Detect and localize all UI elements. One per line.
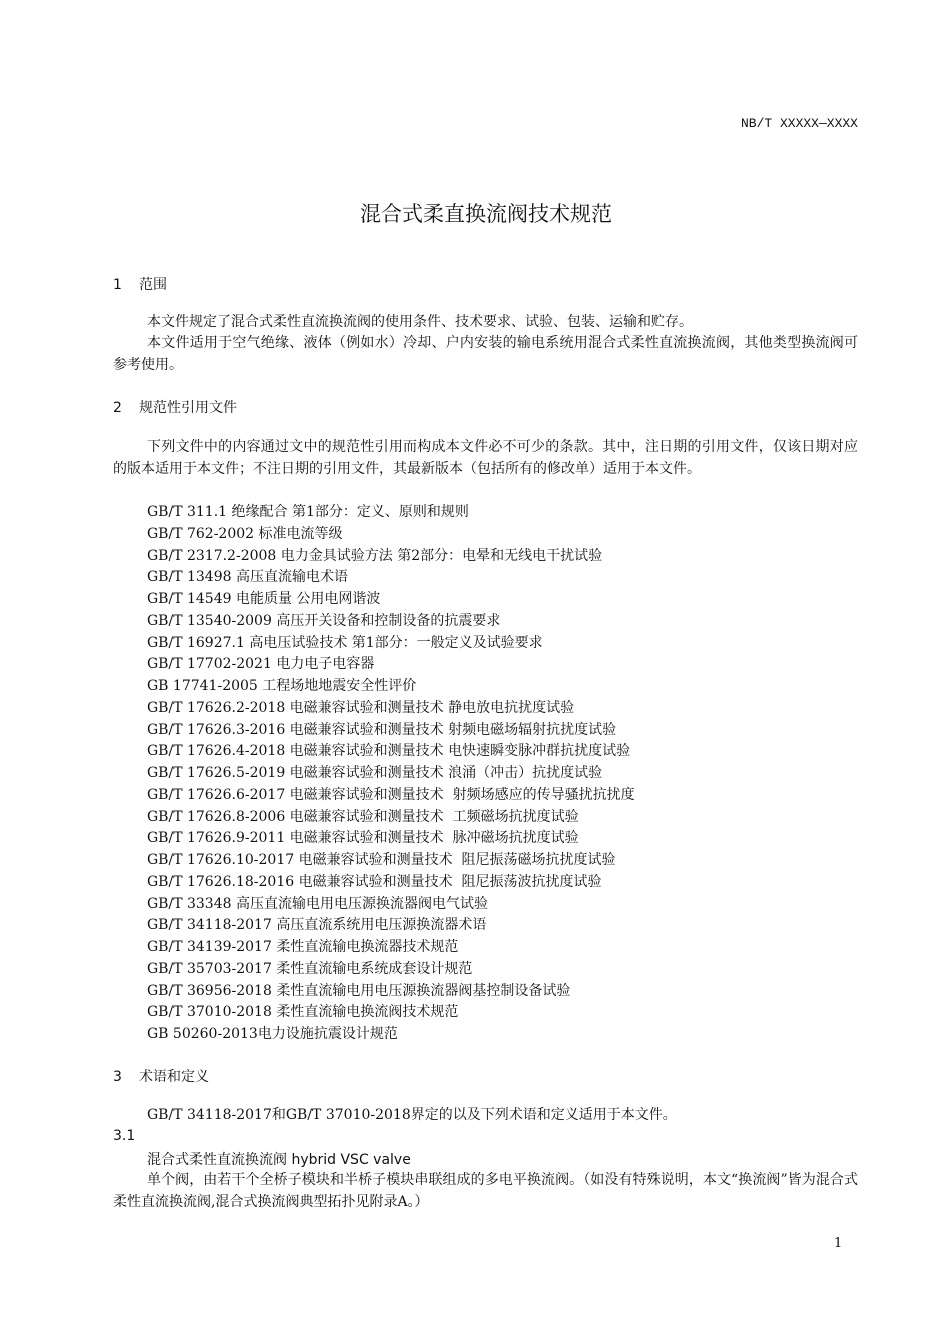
- references-intro: 下列文件中的内容通过文中的规范性引用而构成本文件必不可少的条款。其中，注日期的引用文件，仅该日期对应的版本适用于本文件；不注日期的引用文件，其最新版本（包括所有的修改单）适用于本文件。: [113, 439, 858, 477]
- reference-item: GB/T 311.1 绝缘配合 第1部分：定义、原则和规则: [147, 504, 469, 520]
- section-heading-references: [113, 397, 237, 417]
- reference-item: GB/T 16927.1 高电压试验技术 第1部分：一般定义及试验要求: [147, 634, 543, 651]
- section-number: 2: [113, 400, 122, 416]
- scope-paragraph: 本文件适用于空气绝缘、液体（例如水）冷却、户内安装的输电系统用混合式柔性直流换流阀，其他类型换流阀可参考使用。: [113, 335, 858, 373]
- section-title: 术语和定义: [139, 1069, 209, 1085]
- reference-item: GB/T 17626.3-2016 电磁兼容试验和测量技术 射频电磁场辐射抗扰度试验: [147, 721, 617, 738]
- reference-item: GB/T 33348 高压直流输电用电压源换流器阀电气试验: [147, 895, 488, 912]
- reference-item: GB/T 34139-2017 柔性直流输电换流器技术规范: [147, 939, 459, 955]
- term-number: 3.1: [113, 1128, 136, 1144]
- reference-item: GB/T 17626.6-2017 电磁兼容试验和测量技术 射频场感应的传导骚扰抗扰度: [147, 786, 635, 803]
- document-title: 混合式柔直换流阀技术规范: [360, 202, 612, 226]
- reference-item: GB/T 17626.8-2006 电磁兼容试验和测量技术 工频磁场抗扰度试验: [147, 808, 579, 825]
- section-number: 3: [113, 1069, 122, 1085]
- reference-item: GB/T 17626.5-2019 电磁兼容试验和测量技术 浪涌（冲击）抗扰度试验: [147, 765, 603, 781]
- terms-intro: GB/T 34118-2017和GB/T 37010-2018界定的以及下列术语和定义适用于本文件。: [147, 1107, 677, 1123]
- section-title: 范围: [139, 277, 167, 293]
- section-heading-terms: [113, 1066, 209, 1086]
- reference-item: GB/T 13498 高压直流输电术语: [147, 569, 348, 586]
- reference-item: GB/T 37010-2018 柔性直流输电换流阀技术规范: [147, 1004, 459, 1021]
- section-title: 规范性引用文件: [139, 400, 237, 416]
- reference-item: GB 17741-2005 工程场地地震安全性评价: [147, 678, 417, 694]
- reference-item: GB/T 17626.4-2018 电磁兼容试验和测量技术 电快速瞬变脉冲群抗扰度试验: [147, 743, 631, 760]
- scope-paragraph: 本文件规定了混合式柔性直流换流阀的使用条件、技术要求、试验、包装、运输和贮存。: [147, 314, 693, 330]
- section-heading-scope: [113, 274, 167, 294]
- reference-item: GB/T 17626.9-2011 电磁兼容试验和测量技术 脉冲磁场抗扰度试验: [147, 830, 579, 847]
- reference-item: GB/T 17702-2021 电力电子电容器: [147, 656, 375, 673]
- reference-list: [147, 502, 635, 1046]
- term-definition: 单个阀，由若干个全桥子模块和半桥子模块串联组成的多电平换流阀。（如没有特殊说明，本文“换流阀”皆为混合式柔性直流换流阀,混合式换流阀典型拓扑见附录A。）: [113, 1172, 858, 1210]
- reference-item: GB 50260-2013电力设施抗震设计规范: [147, 1026, 398, 1042]
- reference-item: GB/T 14549 电能质量 公用电网谐波: [147, 591, 381, 607]
- page-number: 1: [834, 1236, 843, 1251]
- reference-item: GB/T 13540-2009 高压开关设备和控制设备的抗震要求: [147, 612, 501, 629]
- term-name: 混合式柔性直流换流阀 hybrid VSC valve: [147, 1152, 411, 1168]
- reference-item: GB/T 762-2002 标准电流等级: [147, 525, 343, 542]
- document-number: NB/T XXXXX—XXXX: [740, 116, 858, 131]
- reference-item: GB/T 17626.18-2016 电磁兼容试验和测量技术 阻尼振荡波抗扰度试验: [147, 873, 602, 890]
- reference-item: GB/T 17626.2-2018 电磁兼容试验和测量技术 静电放电抗扰度试验: [147, 699, 575, 716]
- reference-item: GB/T 36956-2018 柔性直流输电用电压源换流器阀基控制设备试验: [147, 982, 571, 999]
- reference-item: GB/T 35703-2017 柔性直流输电系统成套设计规范: [147, 960, 473, 977]
- reference-item: GB/T 2317.2-2008 电力金具试验方法 第2部分：电晕和无线电干扰试验: [147, 547, 603, 564]
- reference-item: GB/T 17626.10-2017 电磁兼容试验和测量技术 阻尼振荡磁场抗扰度试验: [147, 852, 616, 868]
- section-number: 1: [113, 277, 122, 293]
- reference-item: GB/T 34118-2017 高压直流系统用电压源换流器术语: [147, 917, 487, 934]
